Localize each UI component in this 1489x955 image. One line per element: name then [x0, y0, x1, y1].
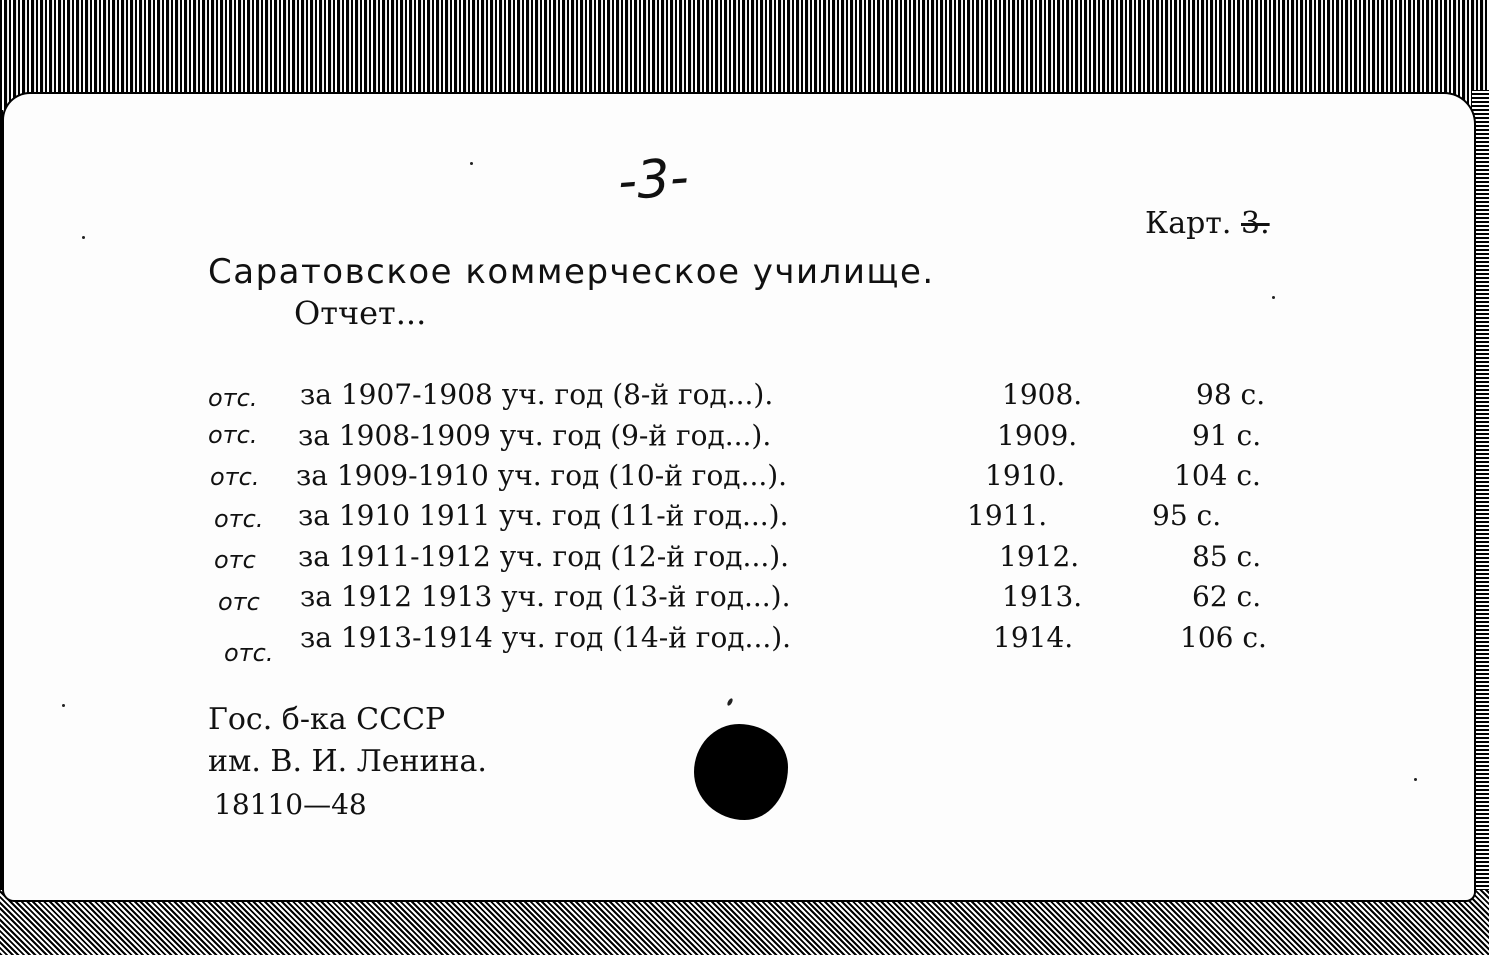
list-item — [0, 621, 1489, 667]
list-item — [0, 580, 1489, 620]
footer-library-dedication: им. В. И. Ленина. — [208, 744, 487, 779]
institution-heading: Саратовское коммерческое училище. — [208, 252, 935, 292]
handwritten-mark: отс. — [210, 463, 260, 491]
entry-pages: 62 с. — [1192, 580, 1262, 613]
ink-blot — [694, 724, 788, 820]
entry-pages: 104 с. — [1174, 459, 1261, 492]
ink-speck — [470, 162, 473, 165]
footer-code: 18110—48 — [214, 788, 367, 821]
list-item — [0, 540, 1489, 580]
entry-text: за 1911-1912 уч. год (12-й год...). — [298, 540, 790, 573]
handwritten-page-number: -3- — [615, 147, 691, 213]
footer-library-name: Гос. б-ка СССР — [208, 702, 446, 737]
list-item — [0, 378, 1489, 418]
entry-pages: 98 с. — [1196, 378, 1266, 411]
entry-year: 1910. — [985, 459, 1066, 492]
list-item — [0, 499, 1489, 539]
ink-speck — [62, 704, 65, 707]
entry-text: за 1908-1909 уч. год (9-й год...). — [298, 419, 772, 452]
entry-pages: 106 с. — [1180, 621, 1267, 654]
card-label-struck-number: 3. — [1241, 206, 1270, 241]
entry-year: 1912. — [999, 540, 1080, 573]
entry-year: 1914. — [993, 621, 1074, 654]
entry-pages: 91 с. — [1192, 419, 1262, 452]
handwritten-mark: отс. — [208, 384, 258, 412]
card-number-label — [1145, 206, 1270, 241]
handwritten-mark: отс. — [224, 639, 274, 667]
handwritten-mark: отс — [214, 546, 256, 574]
entry-text: за 1912 1913 уч. год (13-й год...). — [300, 580, 791, 613]
ink-speck — [82, 236, 85, 239]
list-item — [0, 459, 1489, 499]
card-label-prefix: Карт. — [1145, 206, 1232, 241]
report-subheading: Отчет... — [294, 294, 427, 332]
entry-pages: 85 с. — [1192, 540, 1262, 573]
entry-pages: 95 с. — [1152, 499, 1222, 532]
handwritten-mark: отс. — [208, 421, 258, 449]
ink-speck — [1414, 778, 1417, 781]
list-item — [0, 419, 1489, 459]
ink-speck — [1272, 296, 1275, 299]
entry-text: за 1913-1914 уч. год (14-й год...). — [300, 621, 792, 654]
entry-year: 1913. — [1002, 580, 1083, 613]
entry-year: 1908. — [1002, 378, 1083, 411]
entry-text: за 1910 1911 уч. год (11-й год...). — [298, 499, 789, 532]
handwritten-mark: отс. — [214, 505, 264, 533]
entry-year: 1909. — [997, 419, 1078, 452]
entry-text: за 1909-1910 уч. год (10-й год...). — [296, 459, 788, 492]
entry-text: за 1907-1908 уч. год (8-й год...). — [300, 378, 774, 411]
entry-year: 1911. — [967, 499, 1048, 532]
handwritten-mark: отс — [218, 588, 260, 616]
